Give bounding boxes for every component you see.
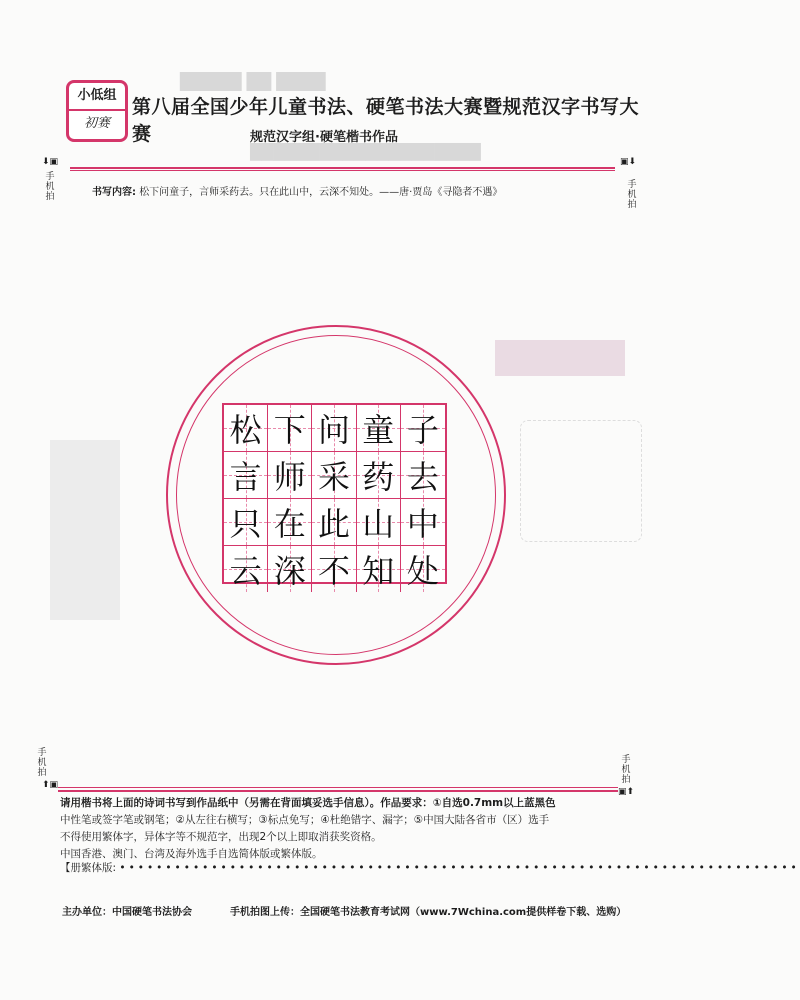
bottom-rule-thin xyxy=(58,787,618,788)
instructions-line-4: 中国香港、澳门、台湾及海外选手自选简体版或繁体版。 xyxy=(60,848,323,860)
grid-character: 云 xyxy=(229,552,262,590)
top-rule xyxy=(70,167,615,169)
group-badge-label: 小低组 xyxy=(69,83,125,111)
grid-character: 药 xyxy=(362,458,395,496)
content-text: 松下问童子，言师采药去。只在此山中，云深不知处。——唐·贾岛《寻隐者不遇》 xyxy=(139,187,503,198)
grid-cell xyxy=(312,405,356,452)
grid-character: 去 xyxy=(406,458,439,496)
grid-character: 问 xyxy=(317,411,350,449)
page-subtitle: 规范汉字组·硬笔楷书作品 xyxy=(250,130,398,145)
grid-cell xyxy=(401,452,445,499)
grid-cell xyxy=(357,546,401,592)
grid-character: 不 xyxy=(317,552,350,590)
traditional-note: 【册繁体版: •••••••••••••••••••••••••••••••••••••••••••••••••••••••••••••••••••••••••• xyxy=(60,862,800,874)
photo-tag-left-top: 手机拍 xyxy=(45,172,55,202)
traditional-note-label: 【册繁体版: xyxy=(60,862,117,874)
photo-tag-right-top: 手机拍 xyxy=(627,180,637,210)
grid-character: 童 xyxy=(362,411,395,449)
grid-cell xyxy=(268,452,312,499)
instructions-line-2: 中性笔或签字笔或钢笔；②从左往右横写；③标点免写；④杜绝错字、漏字；⑤中国大陆各省市（区）选手 xyxy=(60,814,550,826)
grid-character: 子 xyxy=(406,411,439,449)
page-title: 第八届全国少年儿童书法、硬笔书法大赛暨规范汉字书写大赛 xyxy=(132,96,640,145)
footer-organizer: 主办单位：中国硬笔书法协会 xyxy=(62,907,192,918)
photo-tag-right-bottom: 手机拍 xyxy=(621,755,631,785)
bottom-rule xyxy=(58,790,618,792)
content-line xyxy=(92,183,502,198)
grid-character: 深 xyxy=(273,552,306,590)
bleed-through-qr xyxy=(50,440,120,620)
grid-character: 松 xyxy=(229,411,262,449)
content-label: 书写内容: xyxy=(92,187,136,198)
grid-character: 在 xyxy=(273,505,306,543)
round-badge-label: 初赛 xyxy=(83,116,110,131)
grid-cell xyxy=(224,405,268,452)
bleed-through-text: ████████████████████ xyxy=(250,143,481,161)
grid-character: 言 xyxy=(229,458,262,496)
grid-cell xyxy=(268,546,312,592)
bleed-through-text: █████ ██ ████ xyxy=(180,72,326,91)
grid-cell xyxy=(312,452,356,499)
grid-cell xyxy=(312,499,356,546)
grid-cell xyxy=(268,499,312,546)
grid-cell xyxy=(224,546,268,592)
grid-character: 下 xyxy=(273,411,306,449)
grid-character: 采 xyxy=(317,458,350,496)
instructions-line-1: 请用楷书将上面的诗词书写到作品纸中（另需在背面填妥选手信息）。作品要求：①自选0.7mm以上蓝黑色 xyxy=(60,797,556,809)
instructions-line-3: 不得使用繁体字，异体字等不规范字，出现2个以上即取消获奖资格。 xyxy=(60,831,382,843)
grid-character: 中 xyxy=(406,505,439,543)
group-badge xyxy=(66,80,128,142)
camera-icon: ⬆▣ xyxy=(42,780,59,790)
footer-upload: 手机拍图上传：全国硬笔书法教育考试网（www.7Wchina.com提供样卷下载、选购） xyxy=(230,907,627,918)
top-rule-thin xyxy=(70,170,615,171)
bleed-through-box xyxy=(520,420,642,542)
bleed-through-box xyxy=(495,340,625,376)
grid-cell xyxy=(268,405,312,452)
camera-icon: ▣⬇ xyxy=(620,157,637,167)
grid-character: 只 xyxy=(229,505,262,543)
grid-cell xyxy=(312,546,356,592)
grid-character: 此 xyxy=(317,505,350,543)
grid-cell xyxy=(357,405,401,452)
grid-cell xyxy=(401,499,445,546)
grid-cell xyxy=(224,452,268,499)
grid-cell xyxy=(401,405,445,452)
instructions xyxy=(60,795,620,863)
grid-cell xyxy=(357,452,401,499)
writing-grid xyxy=(222,403,447,590)
camera-icon: ⬇▣ xyxy=(42,157,59,167)
grid-cell xyxy=(401,546,445,592)
grid-character: 处 xyxy=(406,552,439,590)
grid-cell xyxy=(357,499,401,546)
grid-character: 山 xyxy=(362,505,395,543)
grid-character: 知 xyxy=(362,552,395,590)
grid-cell xyxy=(224,499,268,546)
camera-icon: ▣⬆ xyxy=(618,787,635,797)
grid-character: 师 xyxy=(273,458,306,496)
photo-tag-left-bottom: 手机拍 xyxy=(37,748,47,778)
